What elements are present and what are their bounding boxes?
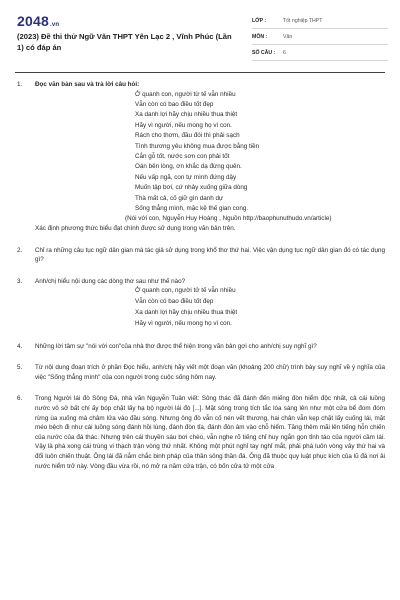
question-3 <box>17 277 385 330</box>
question-4 <box>17 342 385 352</box>
site-logo[interactable] <box>17 13 59 29</box>
poem-line: Ở quanh con, người từ tế vẫn nhiều <box>135 90 236 98</box>
meta-value: 6 <box>283 49 286 56</box>
question-number: 4. <box>17 342 23 350</box>
question-number: 6. <box>17 395 23 403</box>
questions-list <box>17 80 385 481</box>
question-text: Trong Người lái đò Sông Đà, nhà văn Nguyễn Tuân viết: Sông thác đã đánh đến miếng đòn hiểm độc nhất, cả cái luồng nước vô sở bất chí ấy bóp chặt lấy hạ bộ người lái đò [...]. Mặt sông trong tích tắc lóa sáng lên như một cửa bể đom đóm rừng ùa xuống mà châm lửa vào đầu sóng. Nhưng ông đò vẫn cố nén vết thương, hai chân vẫn kẹp chặt lấy cuống lái, mặt méo bệch đi như cái luồng sóng đánh hồi lùng, đánh đòn tỉa, đánh đòn âm vào chỗ hiểm. Tăng thêm mãi lên tiếng hỗn chiến của nước của đá thác. Nhưng trên cái thuyền sáu bơi chèo, vẫn nghe rõ tiếng chỉ huy ngắn gọn tỉnh táo của người cầm lái. Vậy là phá xong cái trùng vi thạch trận vòng thứ nhất. Không một phút nghỉ tay nghỉ mắt, phải phá luôn vòng vây thứ hai và đổi luôn chiến thuật. Ông lái đã nắm chắc binh pháp của thần sông thần đá. Ông đã thuộc quy luật phục kích của lũ đá nơi ải nước hiểm trở này. Vòng đầu vừa rồi, nó mở ra năm cửa trận, có bốn cửa tử một cửa <box>35 395 385 470</box>
poem-line: Thà mất cả, cố giữ gìn danh dự <box>135 194 224 202</box>
question-text: Chỉ ra những câu tục ngữ dân gian mà tác giả sử dụng trong khổ thơ thứ hai. Việc vận dụng tục ngữ dân gian đó có tác dụng gì? <box>35 246 385 264</box>
question-text: Từ nội dung đoạn trích ở phần Đọc hiểu, anh/chị hãy viết một đoạn văn (khoảng 200 chữ) trình bày suy nghĩ về ý nghĩa của việc "Sống thẳng mình" của con người trong cuộc sống hôm nay. <box>35 364 385 381</box>
poem-line: Muốn tập bơi, cứ nhảy xuống giữa dòng <box>135 184 248 192</box>
poem-line: Tình thương yêu không mua được bằng tiền <box>135 142 260 150</box>
question-2 <box>17 246 385 265</box>
poem-line: Hãy vì người, nếu mong họ vì con. <box>135 121 232 129</box>
question-6 <box>17 394 385 471</box>
question-1 <box>17 80 385 234</box>
meta-row-class <box>252 13 388 29</box>
poem-line: Xa danh lợi hãy chịu nhiều thua thiệt <box>135 309 238 317</box>
poem-line: Vẫn còn có bao điều tốt đẹp <box>135 101 214 108</box>
poem-line: Xa danh lợi hãy chịu nhiều thua thiệt <box>135 111 238 119</box>
poem-line: Nếu vấp ngã, con tự mình đứng dậy <box>135 173 237 181</box>
poem-line: Sống thẳng mình, mặc kệ thế gian cong. <box>135 205 249 213</box>
poem-block <box>135 286 385 329</box>
exam-meta <box>252 13 388 61</box>
question-number: 2. <box>17 246 23 254</box>
question-task: Xác định phương thức biểu đạt chính được sử dụng trong văn bản trên. <box>35 225 236 233</box>
header-divider <box>15 72 385 73</box>
poem-line: Cắn gỗ tốt, nước sơn con phải tốt <box>135 153 230 161</box>
poem-line: Hãy vì người, nếu mong họ vì con. <box>135 319 232 327</box>
meta-row-count <box>252 45 388 61</box>
meta-row-subject <box>252 29 388 45</box>
page-title: (2023) Đề thi thử Ngữ Văn THPT Yên Lạc 2 , Vĩnh Phúc (Lần 1) có đáp án <box>17 32 232 52</box>
poem-line: Vẫn còn có bao điều tốt đẹp <box>135 298 214 306</box>
question-5 <box>17 363 385 382</box>
brand-main: 2048 <box>17 13 49 29</box>
poem-block <box>135 90 385 215</box>
question-text: Những lời tâm sự "nói với con"của nhà thơ được thể hiện trong văn bản gợi cho anh/chị suy nghĩ gì? <box>35 342 317 350</box>
meta-value: Văn <box>283 33 293 40</box>
meta-key: MÔN : <box>252 33 268 40</box>
meta-value: Tốt nghiệp THPT <box>283 17 323 24</box>
question-number: 3. <box>17 277 23 285</box>
brand-suffix: .vn <box>49 22 60 28</box>
question-heading: Đọc văn bản sau và trả lời câu hỏi: <box>35 81 140 88</box>
question-number: 1. <box>17 81 23 88</box>
poem-source: (Nói với con, Nguyễn Huy Hoàng , Nguồn http://baophunuthudo.vn/article) <box>125 215 332 223</box>
poem-line: Oán bên lòng, ơn khắc dạ đừng quên. <box>135 163 242 171</box>
meta-key: LỚP : <box>252 17 267 24</box>
question-number: 5. <box>17 364 23 372</box>
question-text: Anh/chị hiểu nội dung các dòng thơ sau như thế nào? <box>35 277 186 285</box>
poem-line: Ở quanh con, người tử tế vẫn nhiều <box>135 287 236 295</box>
poem-line: Rách cho thơm, đầu đói thì phải sạch <box>135 132 240 140</box>
meta-key: SỐ CÂU : <box>252 49 276 56</box>
